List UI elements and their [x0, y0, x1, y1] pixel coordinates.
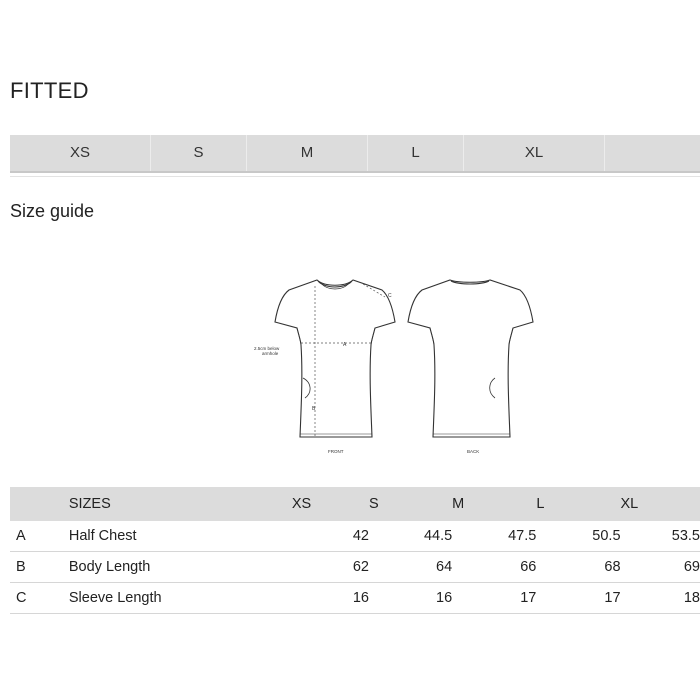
cell-value: 17 [452, 583, 536, 614]
size-option-label: XL [524, 144, 544, 161]
cell-value: 47.5 [452, 521, 536, 552]
size-option-xs[interactable] [10, 135, 151, 171]
armhole-note-line2: armhole [262, 351, 279, 356]
table-header-s: S [369, 487, 452, 521]
table-header-row [10, 487, 700, 521]
measure-label-b: B [312, 406, 316, 412]
table-header-id [10, 487, 69, 521]
cell-value: 16 [292, 583, 369, 614]
fit-title: FITTED [10, 78, 89, 103]
size-guide-title: Size guide [10, 201, 95, 221]
size-option-s[interactable] [151, 135, 247, 171]
cell-value: 50.5 [536, 521, 620, 552]
row-label: Half Chest [69, 521, 292, 552]
measure-label-a: A [343, 342, 347, 348]
front-label: FRONT [328, 449, 344, 454]
cell-value: 17 [536, 583, 620, 614]
size-option-label: M [300, 144, 314, 161]
cell-value: 64 [369, 552, 452, 583]
divider [10, 176, 700, 177]
row-id: A [10, 521, 69, 552]
table-header-l: L [536, 487, 620, 521]
size-option-label: XS [69, 144, 90, 161]
cell-value: 42 [292, 521, 369, 552]
size-option-xl[interactable] [464, 135, 605, 171]
cell-value: 44.5 [369, 521, 452, 552]
table-header-m: M [452, 487, 536, 521]
tshirt-front-illustration [275, 280, 395, 437]
row-label: Body Length [69, 552, 292, 583]
cell-value: 68 [536, 552, 620, 583]
table-header-xs: XS [292, 487, 369, 521]
tshirt-back-illustration [408, 280, 533, 437]
cell-value: 62 [292, 552, 369, 583]
size-option-l[interactable] [368, 135, 464, 171]
table-header-sizes: SIZES [69, 487, 292, 521]
cell-value: 69 [621, 552, 700, 583]
size-table [10, 487, 700, 614]
table-row [10, 521, 700, 552]
size-selector [10, 135, 700, 173]
tshirt-diagram [245, 270, 545, 465]
table-header-xl: XL [621, 487, 700, 521]
cell-value: 53.5 [621, 521, 700, 552]
size-option-more[interactable] [605, 135, 700, 171]
size-option-label: S [193, 144, 204, 161]
measure-label-c: C [388, 293, 392, 299]
cell-value: 66 [452, 552, 536, 583]
back-label: BACK [467, 449, 480, 454]
cell-value: 18 [621, 583, 700, 614]
armhole-note-line1: 2.5cm below [254, 346, 280, 351]
size-option-m[interactable] [247, 135, 368, 171]
size-option-label: L [411, 144, 420, 161]
row-label: Sleeve Length [69, 583, 292, 614]
table-row [10, 583, 700, 614]
row-id: C [10, 583, 69, 614]
cell-value: 16 [369, 583, 452, 614]
row-id: B [10, 552, 69, 583]
table-row [10, 552, 700, 583]
